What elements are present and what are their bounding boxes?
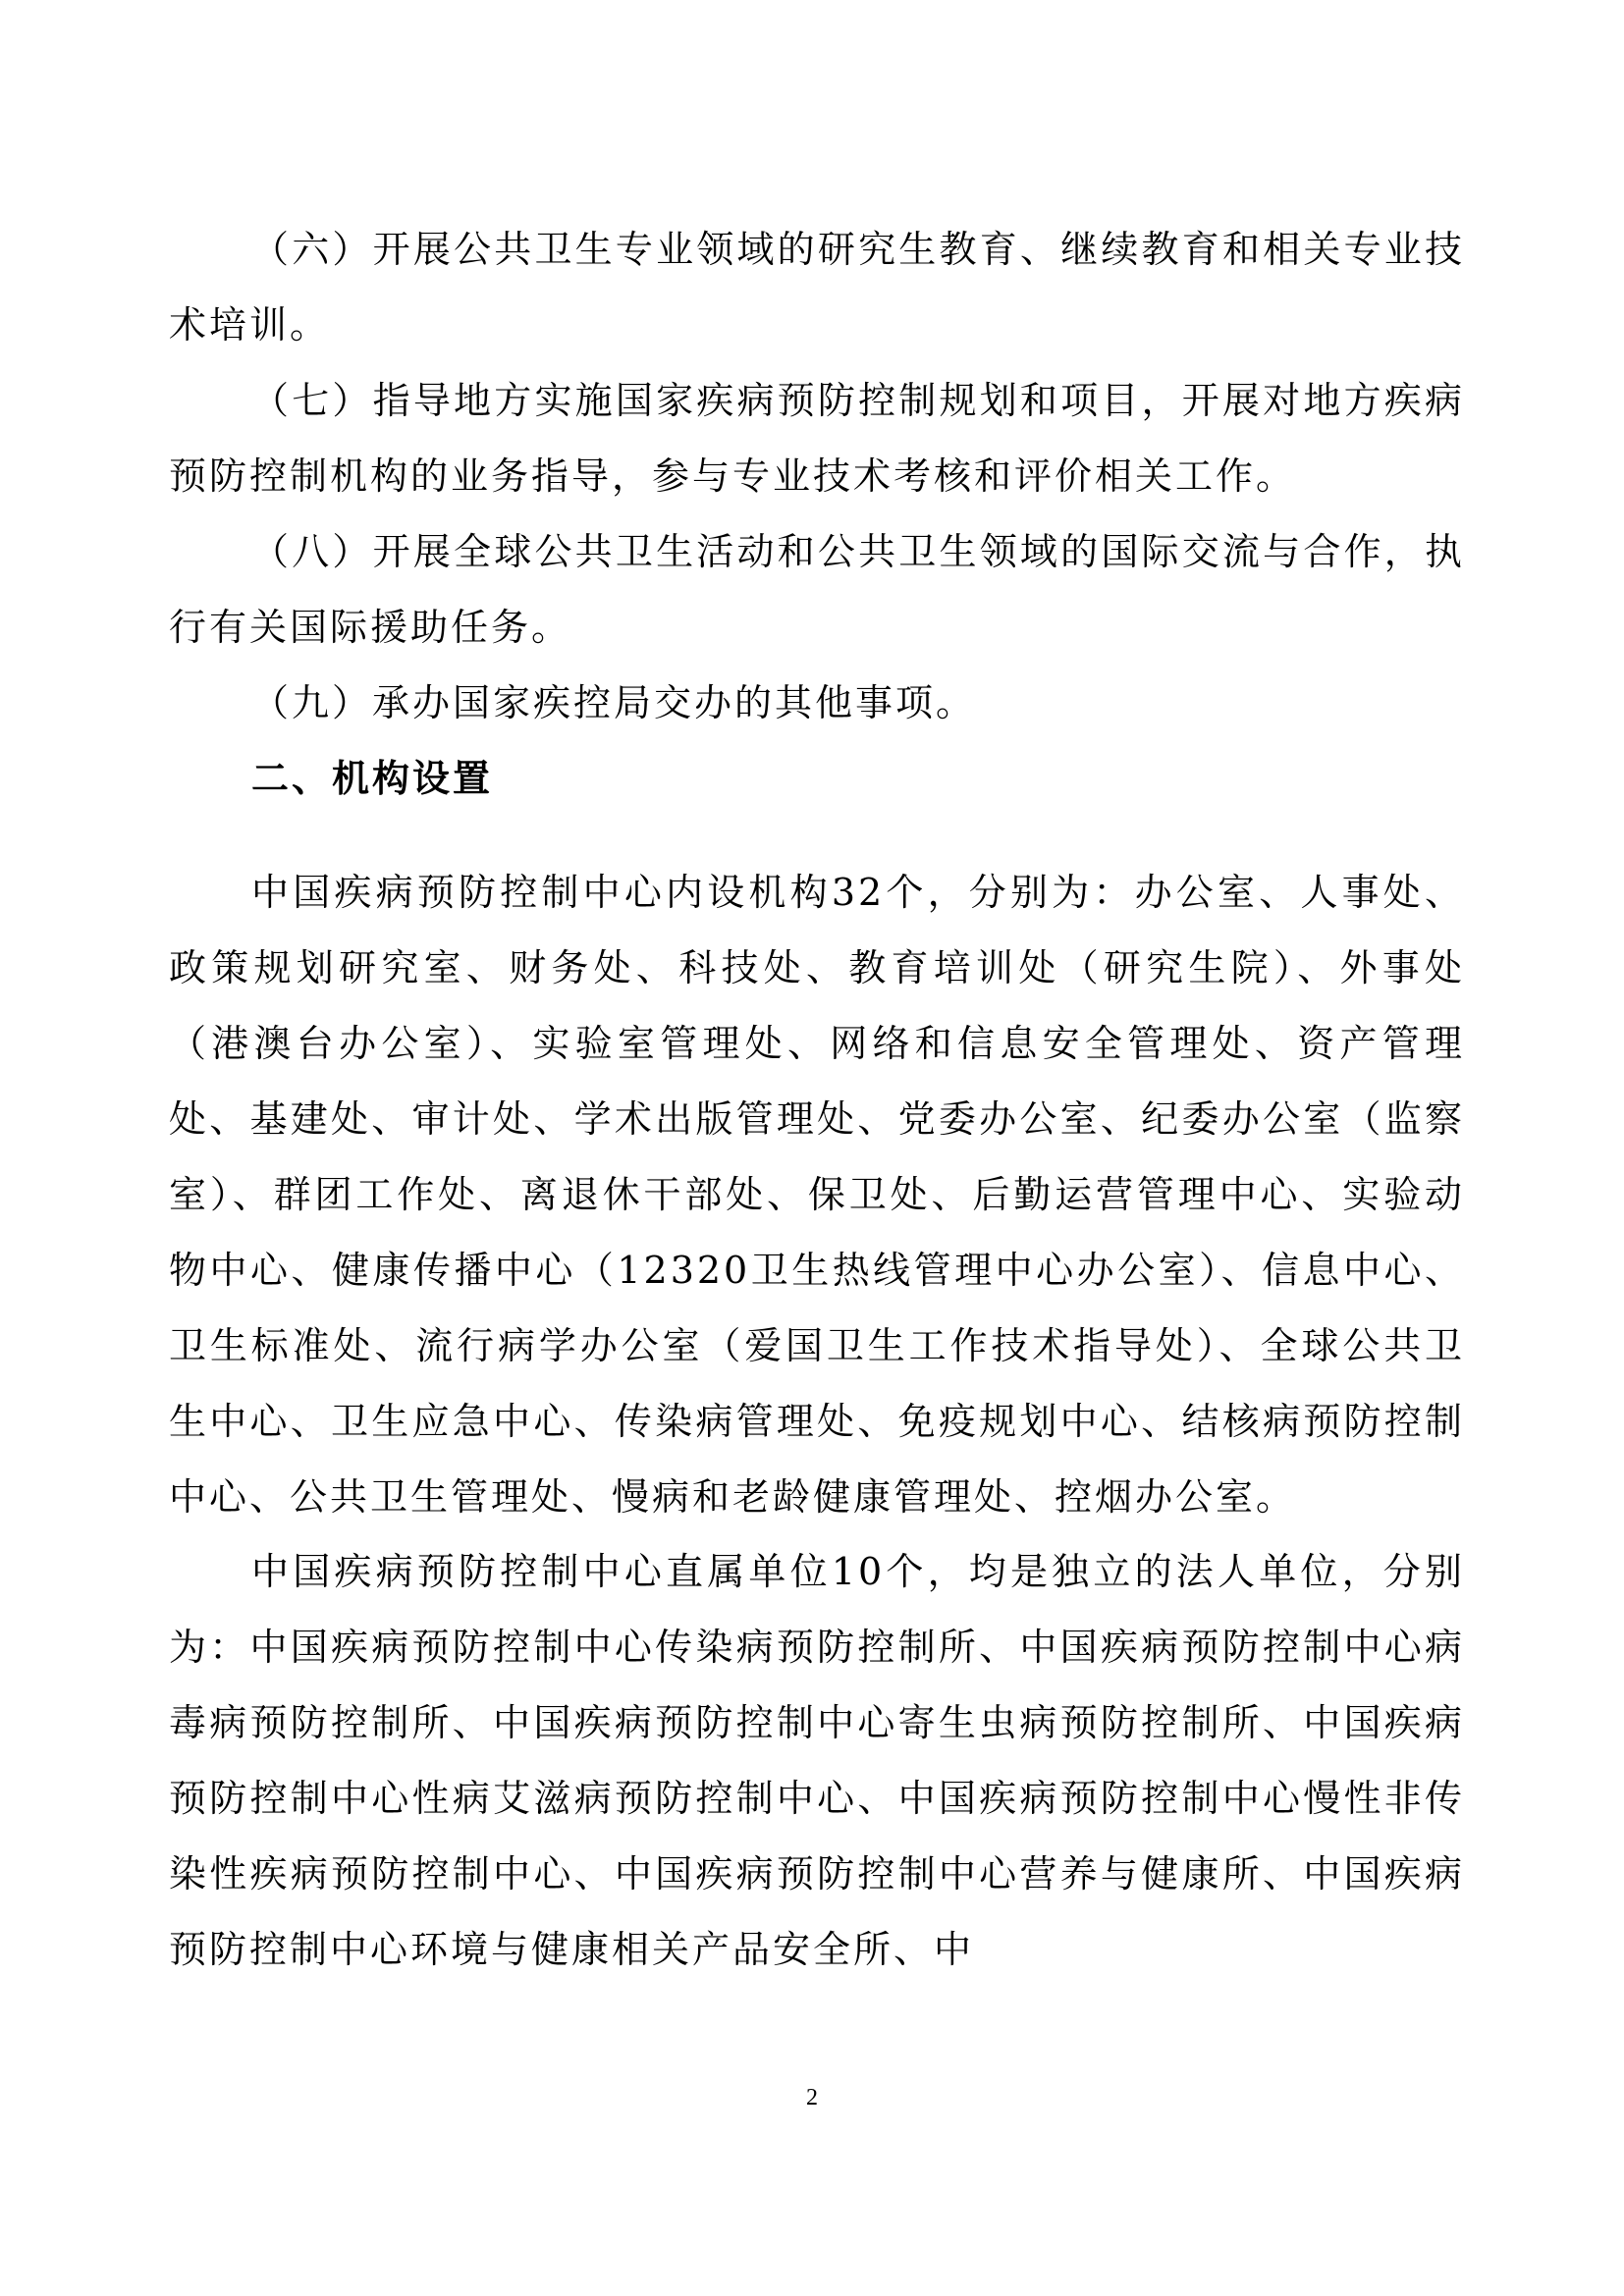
paragraph-affiliated-units: 中国疾病预防控制中心直属单位10个，均是独立的法人单位，分别为：中国疾病预防控制中心传染病预防控制所、中国疾病预防控制中心病毒病预防控制所、中国疾病预防控制中心寄生虫病预防控制所、中国疾病预防控制中心性病艾滋病预防控制中心、中国疾病预防控制中心慢性非传染性疾病预防控制中心、中国疾病预防控制中心营养与健康所、中国疾病预防控制中心环境与健康相关产品安全所、中: [169, 1550, 1465, 1971]
paragraph-item-8: （八）开展全球公共卫生活动和公共卫生领域的国际交流与合作，执行有关国际援助任务。: [169, 530, 1465, 649]
section-heading: 二、机构设置: [251, 757, 494, 800]
paragraph-internal-units: 中国疾病预防控制中心内设机构32个，分别为：办公室、人事处、政策规划研究室、财务处、科技处、教育培训处（研究生院）、外事处（港澳台办公室）、实验室管理处、网络和信息安全管理处、资产管理处、基建处、审计处、学术出版管理处、党委办公室、纪委办公室（监察室）、群团工作处、离退休干部处、保卫处、后勤运营管理中心、实验动物中心、健康传播中心（12320卫生热线管理中心办公室）、信息中心、卫生标准处、流行病学办公室（爱国卫生工作技术指导处）、全球公共卫生中心、卫生应急中心、传染病管理处、免疫规划中心、结核病预防控制中心、公共卫生管理处、慢病和老龄健康管理处、控烟办公室。: [169, 871, 1465, 1519]
paragraph-item-6: （六）开展公共卫生专业领域的研究生教育、继续教育和相关专业技术培训。: [169, 228, 1465, 347]
page-number: 2: [806, 2085, 818, 2110]
paragraph-item-7: （七）指导地方实施国家疾病预防控制规划和项目，开展对地方疾病预防控制机构的业务指导，参与专业技术考核和评价相关工作。: [169, 379, 1465, 498]
paragraph-item-9: （九）承办国家疾控局交办的其他事项。: [251, 681, 977, 724]
